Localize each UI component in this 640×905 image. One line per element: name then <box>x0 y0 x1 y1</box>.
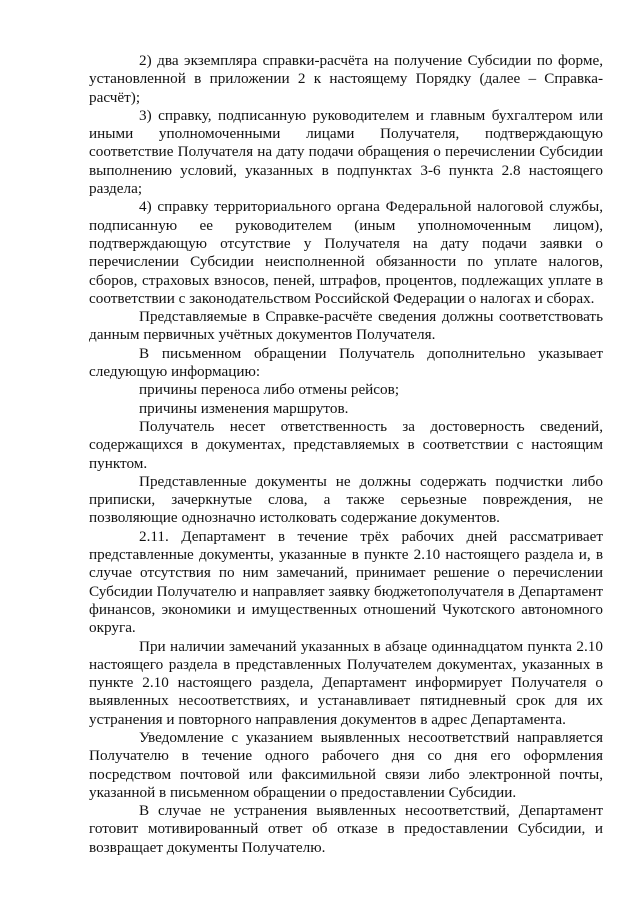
paragraph-remarks: При наличии замечаний указанных в абзаце одиннадцатом пункта 2.10 настоящего раздела в представленных Получателем документах, указанных в пункте 2.10 настоящего раздела, Департамент информирует Получателя о выявленных несоответствиях, и устанавливает пятидневный срок для их устранения и повторного направления документов в адрес Департамента. <box>89 637 603 728</box>
paragraph-data-accuracy: Представляемые в Справке-расчёте сведения должны соответствовать данным первичных учётных документов Получателя. <box>89 308 603 344</box>
paragraph-item-4: 4) справку территориального органа Федеральной налоговой службы, подписанную ее руководителем (иным уполномоченным лицом), подтверждающую отсутствие у Получателя на дату подачи заявки о перечислении Субсидии неисполненной обязанности по уплате налогов, сборов, страховых взносов, пеней, штрафов, процентов, подлежащих уплате в соответствии с законодательством Российской Федерации о налогах и сборах. <box>89 198 603 307</box>
paragraph-reason-cancel: причины переноса либо отмены рейсов; <box>139 381 400 399</box>
paragraph-written-request: В письменном обращении Получатель дополнительно указывает следующую информацию: <box>89 344 603 381</box>
paragraph-document-requirements: Представленные документы не должны содержать подчистки либо приписки, зачеркнутые слова, а также серьезные повреждения, не позволяющие однозначно истолковать содержание документов. <box>89 472 603 527</box>
paragraph-reason-route: причины изменения маршрутов. <box>139 399 349 417</box>
paragraph-section-2-11: 2.11. Департамент в течение трёх рабочих дней рассматривает представленные документы, указанные в пункте 2.10 настоящего раздела и, в случае отсутствия по ним замечаний, принимает решение о перечислении Субсидии Получателю и направляет заявку бюджетополучателя в Департамент финансов, экономики и имущественных отношений Чукотского автономного округа. <box>89 527 603 637</box>
paragraph-responsibility: Получатель несет ответственность за достоверность сведений, содержащихся в документах, представляемых в соответствии с настоящим пунктом. <box>89 417 603 472</box>
paragraph-item-2: 2) два экземпляра справки-расчёта на получение Субсидии по форме, установленной в приложении 2 к настоящему Порядку (далее – Справка-расчёт); <box>89 52 603 106</box>
paragraph-notification: Уведомление с указанием выявленных несоответствий направляется Получателю в течение одного рабочего дня со дня его оформления посредством почтовой или факсимильной связи либо электронной почты, указанной в письменном обращении о предоставлении Субсидии. <box>89 728 603 801</box>
paragraph-refusal: В случае не устранения выявленных несоответствий, Департамент готовит мотивированный ответ об отказе в предоставлении Субсидии, и возвращает документы Получателю. <box>89 802 603 856</box>
document-page <box>89 52 603 857</box>
paragraph-item-3: 3) справку, подписанную руководителем и главным бухгалтером или иными уполномоченными лицами Получателя, подтверждающую соответствие Получателя на дату подачи обращения о перечислении Субсидии выполнению условий, указанных в подпунктах 3-6 пункта 2.8 настоящего раздела; <box>89 106 603 198</box>
